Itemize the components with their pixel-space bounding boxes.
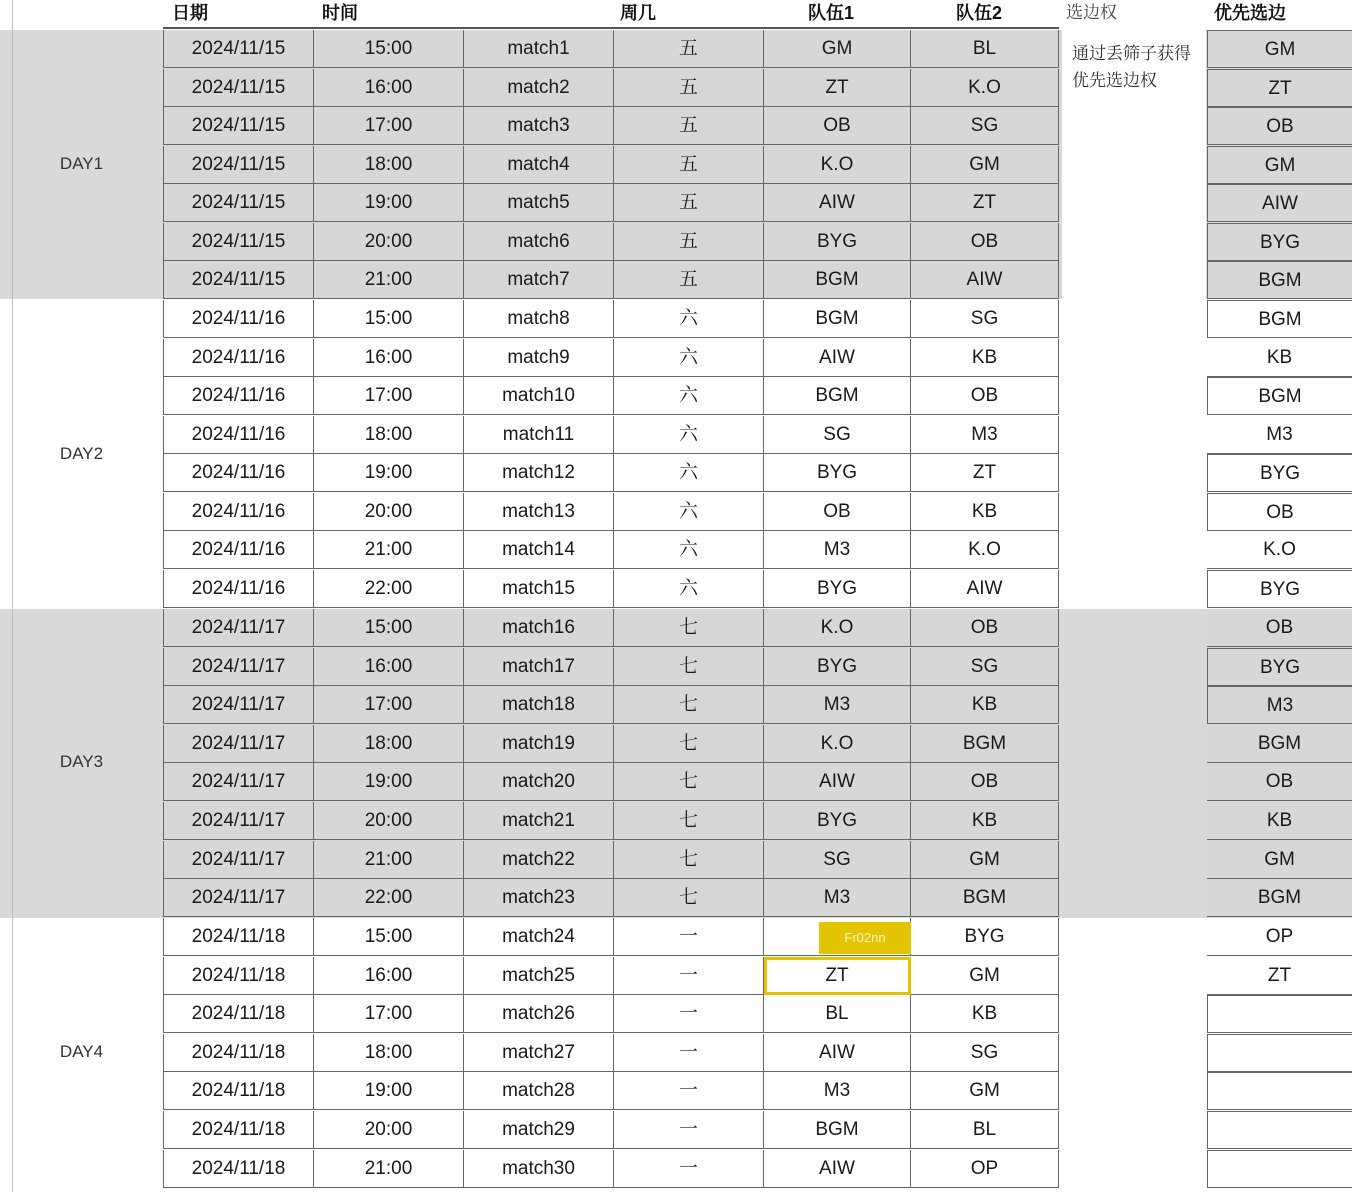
time-cell[interactable]: 16:00 (314, 648, 464, 686)
weekday-cell[interactable]: 七 (614, 686, 764, 724)
date-cell[interactable]: 2024/11/16 (163, 416, 314, 454)
team2-cell[interactable]: BL (911, 1111, 1059, 1149)
time-cell[interactable]: 15:00 (314, 609, 464, 647)
team1-cell[interactable]: BYG (764, 570, 911, 608)
team2-cell[interactable]: K.O (911, 69, 1059, 107)
team2-cell[interactable]: AIW (911, 570, 1059, 608)
date-cell[interactable]: 2024/11/17 (163, 763, 314, 801)
table-row (163, 107, 1059, 145)
table-row (163, 1072, 1059, 1110)
team2-cell[interactable]: GM (911, 146, 1059, 184)
table-row (163, 570, 1059, 608)
weekday-cell[interactable]: 五 (614, 261, 764, 299)
weekday-cell[interactable]: 五 (614, 223, 764, 261)
left-border (12, 0, 13, 1192)
weekday-cell[interactable]: 五 (614, 107, 764, 145)
table-row (163, 802, 1059, 840)
weekday-cell[interactable]: 七 (614, 802, 764, 840)
time-cell[interactable]: 21:00 (314, 531, 464, 569)
team2-cell[interactable]: OP (911, 1150, 1059, 1188)
time-cell[interactable]: 22:00 (314, 879, 464, 917)
time-cell[interactable]: 18:00 (314, 416, 464, 454)
date-cell[interactable]: 2024/11/15 (163, 223, 314, 261)
match-cell[interactable]: match9 (464, 339, 614, 377)
weekday-cell[interactable]: 五 (614, 30, 764, 68)
weekday-cell[interactable]: 七 (614, 841, 764, 879)
match-cell[interactable]: match16 (464, 609, 614, 647)
team1-cell[interactable]: SG (764, 416, 911, 454)
note-column (1062, 29, 1206, 609)
weekday-cell[interactable]: 六 (614, 300, 764, 338)
weekday-cell[interactable]: 七 (614, 609, 764, 647)
date-cell[interactable]: 2024/11/17 (163, 841, 314, 879)
weekday-cell[interactable]: 一 (614, 957, 764, 995)
date-cell[interactable]: 2024/11/15 (163, 261, 314, 299)
table-row (163, 686, 1059, 724)
table-row (163, 416, 1059, 454)
weekday-cell[interactable]: 六 (614, 416, 764, 454)
date-cell[interactable]: 2024/11/18 (163, 1034, 314, 1072)
team1-cell[interactable]: AIW (764, 1150, 911, 1188)
weekday-cell[interactable]: 一 (614, 995, 764, 1033)
time-cell[interactable]: 20:00 (314, 493, 464, 531)
date-cell[interactable]: 2024/11/18 (163, 1150, 314, 1188)
table-row (163, 531, 1059, 569)
weekday-cell[interactable]: 一 (614, 1034, 764, 1072)
date-cell[interactable]: 2024/11/16 (163, 339, 314, 377)
date-cell[interactable]: 2024/11/16 (163, 377, 314, 415)
priority-cell[interactable]: OB (1207, 609, 1352, 647)
date-cell[interactable]: 2024/11/18 (163, 1111, 314, 1149)
match-cell[interactable]: match6 (464, 223, 614, 261)
team2-cell[interactable]: BL (911, 30, 1059, 68)
date-cell[interactable]: 2024/11/17 (163, 686, 314, 724)
match-cell[interactable]: match22 (464, 841, 614, 879)
weekday-cell[interactable]: 五 (614, 184, 764, 222)
header-priority-side[interactable]: 优先选边 (1214, 3, 1286, 23)
match-cell[interactable]: match12 (464, 454, 614, 492)
match-cell[interactable]: match19 (464, 725, 614, 763)
table-row (163, 1111, 1059, 1149)
time-cell[interactable]: 16:00 (314, 957, 464, 995)
team1-cell[interactable]: M3 (764, 531, 911, 569)
team1-cell[interactable]: AIW (764, 763, 911, 801)
date-cell[interactable]: 2024/11/17 (163, 802, 314, 840)
priority-cell[interactable]: OB (1207, 107, 1352, 145)
priority-cell[interactable]: BYG (1207, 454, 1352, 492)
team2-cell[interactable]: KB (911, 493, 1059, 531)
team1-cell[interactable]: BL (764, 995, 911, 1033)
weekday-cell[interactable]: 六 (614, 531, 764, 569)
team2-cell[interactable]: SG (911, 107, 1059, 145)
team2-cell[interactable]: OB (911, 377, 1059, 415)
table-row (163, 377, 1059, 415)
priority-cell[interactable]: AIW (1207, 184, 1352, 222)
table-row (163, 725, 1059, 763)
team1-cell[interactable]: M3 (764, 1072, 911, 1110)
team1-cell[interactable]: AIW (764, 1034, 911, 1072)
time-cell[interactable]: 18:00 (314, 1034, 464, 1072)
priority-cell[interactable] (1207, 1072, 1352, 1110)
match-cell[interactable]: match3 (464, 107, 614, 145)
time-cell[interactable]: 20:00 (314, 802, 464, 840)
weekday-cell[interactable]: 五 (614, 69, 764, 107)
time-cell[interactable]: 15:00 (314, 300, 464, 338)
table-row (163, 995, 1059, 1033)
priority-cell[interactable] (1207, 1111, 1352, 1149)
table-row (163, 918, 1059, 956)
table-row (163, 493, 1059, 531)
priority-cell[interactable]: ZT (1207, 69, 1352, 107)
match-cell[interactable]: match2 (464, 69, 614, 107)
table-row (163, 30, 1059, 68)
team2-cell[interactable]: BGM (911, 725, 1059, 763)
match-cell[interactable]: match24 (464, 918, 614, 956)
priority-cell[interactable]: BGM (1207, 261, 1352, 299)
date-cell[interactable]: 2024/11/15 (163, 107, 314, 145)
team1-cell[interactable]: OB (764, 107, 911, 145)
match-cell[interactable]: match8 (464, 300, 614, 338)
time-cell[interactable]: 20:00 (314, 1111, 464, 1149)
team1-cell[interactable]: M3 (764, 879, 911, 917)
match-cell[interactable]: match14 (464, 531, 614, 569)
weekday-cell[interactable]: 六 (614, 454, 764, 492)
match-cell[interactable]: match13 (464, 493, 614, 531)
weekday-cell[interactable]: 六 (614, 377, 764, 415)
match-cell[interactable]: match23 (464, 879, 614, 917)
team1-cell[interactable]: AIW (764, 339, 911, 377)
date-cell[interactable]: 2024/11/16 (163, 493, 314, 531)
priority-cell[interactable]: KB (1207, 802, 1352, 840)
date-cell[interactable]: 2024/11/17 (163, 648, 314, 686)
side-choice-note[interactable]: 通过丢筛子获得优先选边权 (1072, 44, 1191, 90)
header-date[interactable]: 日期 (172, 3, 208, 23)
time-cell[interactable]: 17:00 (314, 686, 464, 724)
priority-cell[interactable]: GM (1207, 841, 1352, 879)
team1-cell[interactable]: M3 (764, 686, 911, 724)
header-time[interactable]: 时间 (322, 3, 358, 23)
match-cell[interactable]: match4 (464, 146, 614, 184)
team2-cell[interactable]: ZT (911, 184, 1059, 222)
match-cell[interactable]: match21 (464, 802, 614, 840)
date-cell[interactable]: 2024/11/16 (163, 570, 314, 608)
weekday-cell[interactable]: 七 (614, 725, 764, 763)
team1-cell[interactable]: BYG (764, 648, 911, 686)
team1-cell[interactable]: K.O (764, 609, 911, 647)
team1-cell[interactable]: BYG (764, 802, 911, 840)
team2-cell[interactable]: GM (911, 841, 1059, 879)
priority-cell[interactable]: OP (1207, 918, 1352, 956)
weekday-cell[interactable]: 六 (614, 339, 764, 377)
header-weekday[interactable]: 周几 (620, 3, 656, 23)
team2-cell[interactable]: KB (911, 339, 1059, 377)
priority-cell[interactable]: BGM (1207, 377, 1352, 415)
table-row (163, 609, 1059, 647)
day-label: DAY4 (59, 1042, 104, 1061)
day-label: DAY2 (59, 444, 104, 463)
priority-cell[interactable]: BYG (1207, 570, 1352, 608)
team1-cell[interactable]: BGM (764, 377, 911, 415)
team1-cell[interactable]: BYG (764, 223, 911, 261)
table-row (163, 1034, 1059, 1072)
time-cell[interactable]: 16:00 (314, 69, 464, 107)
team2-cell[interactable]: KB (911, 995, 1059, 1033)
team2-cell[interactable]: OB (911, 763, 1059, 801)
priority-cell[interactable]: ZT (1207, 957, 1352, 995)
weekday-cell[interactable]: 一 (614, 1150, 764, 1188)
priority-cell[interactable] (1207, 1150, 1352, 1188)
match-cell[interactable]: match28 (464, 1072, 614, 1110)
time-cell[interactable]: 22:00 (314, 570, 464, 608)
header-team2[interactable]: 队伍2 (956, 3, 1003, 23)
priority-cell[interactable]: GM (1207, 30, 1352, 68)
weekday-cell[interactable]: 一 (614, 918, 764, 956)
priority-cell[interactable]: BGM (1207, 725, 1352, 763)
team2-cell[interactable]: BGM (911, 879, 1059, 917)
priority-cell[interactable] (1207, 995, 1352, 1033)
team2-cell[interactable]: SG (911, 648, 1059, 686)
time-cell[interactable]: 16:00 (314, 339, 464, 377)
weekday-cell[interactable]: 六 (614, 493, 764, 531)
table-row (163, 879, 1059, 917)
table-row (163, 261, 1059, 299)
date-cell[interactable]: 2024/11/17 (163, 609, 314, 647)
priority-cell[interactable]: BGM (1207, 300, 1352, 338)
priority-cell[interactable]: BYG (1207, 223, 1352, 261)
table-row (163, 841, 1059, 879)
time-cell[interactable]: 17:00 (314, 995, 464, 1033)
priority-cell[interactable]: BGM (1207, 879, 1352, 917)
date-cell[interactable]: 2024/11/16 (163, 454, 314, 492)
team2-cell[interactable]: SG (911, 300, 1059, 338)
team2-cell[interactable]: OB (911, 609, 1059, 647)
time-cell[interactable]: 15:00 (314, 918, 464, 956)
priority-cell[interactable]: OB (1207, 493, 1352, 531)
match-cell[interactable]: match29 (464, 1111, 614, 1149)
priority-cell[interactable]: KB (1207, 339, 1352, 377)
match-cell[interactable]: match17 (464, 648, 614, 686)
match-cell[interactable]: match11 (464, 416, 614, 454)
team2-cell[interactable]: BYG (911, 918, 1059, 956)
table-row (163, 339, 1059, 377)
team2-cell[interactable]: GM (911, 1072, 1059, 1110)
header-team1[interactable]: 队伍1 (808, 3, 855, 23)
team1-cell[interactable]: GM (764, 30, 911, 68)
table-row (163, 300, 1059, 338)
weekday-cell[interactable]: 七 (614, 763, 764, 801)
match-cell[interactable]: match10 (464, 377, 614, 415)
priority-cell[interactable]: OB (1207, 763, 1352, 801)
match-cell[interactable]: match15 (464, 570, 614, 608)
time-cell[interactable]: 18:00 (314, 146, 464, 184)
date-cell[interactable]: 2024/11/16 (163, 300, 314, 338)
team2-cell[interactable]: M3 (911, 416, 1059, 454)
match-cell[interactable]: match30 (464, 1150, 614, 1188)
date-cell[interactable]: 2024/11/15 (163, 184, 314, 222)
table-row (163, 957, 1059, 995)
team2-cell[interactable]: SG (911, 1034, 1059, 1072)
date-cell[interactable]: 2024/11/15 (163, 30, 314, 68)
date-cell[interactable]: 2024/11/18 (163, 995, 314, 1033)
time-cell[interactable]: 19:00 (314, 454, 464, 492)
day-label: DAY3 (59, 752, 104, 771)
weekday-cell[interactable]: 六 (614, 570, 764, 608)
time-cell[interactable]: 15:00 (314, 30, 464, 68)
weekday-cell[interactable]: 一 (614, 1111, 764, 1149)
date-cell[interactable]: 2024/11/16 (163, 531, 314, 569)
team1-cell[interactable]: K.O (764, 725, 911, 763)
team1-cell[interactable]: BGM (764, 261, 911, 299)
team2-cell[interactable]: AIW (911, 261, 1059, 299)
team2-cell[interactable]: OB (911, 223, 1059, 261)
date-cell[interactable]: 2024/11/18 (163, 957, 314, 995)
time-cell[interactable]: 19:00 (314, 184, 464, 222)
team2-cell[interactable]: KB (911, 802, 1059, 840)
team2-cell[interactable]: K.O (911, 531, 1059, 569)
time-cell[interactable]: 19:00 (314, 1072, 464, 1110)
weekday-cell[interactable]: 七 (614, 879, 764, 917)
match-cell[interactable]: match18 (464, 686, 614, 724)
cell-tooltip: Fr02nn (819, 922, 911, 954)
team1-cell[interactable]: BGM (764, 1111, 911, 1149)
table-row (163, 763, 1059, 801)
day-label: DAY1 (59, 154, 104, 173)
table-row (163, 223, 1059, 261)
time-cell[interactable]: 17:00 (314, 377, 464, 415)
weekday-cell[interactable]: 七 (614, 648, 764, 686)
team1-cell[interactable]: SG (764, 841, 911, 879)
time-cell[interactable]: 17:00 (314, 107, 464, 145)
team1-cell[interactable]: ZT (764, 957, 911, 995)
match-cell[interactable]: match25 (464, 957, 614, 995)
weekday-cell[interactable]: 一 (614, 1072, 764, 1110)
time-cell[interactable]: 21:00 (314, 841, 464, 879)
date-cell[interactable]: 2024/11/17 (163, 879, 314, 917)
time-cell[interactable]: 21:00 (314, 1150, 464, 1188)
table-row (163, 648, 1059, 686)
header-underline (163, 27, 1059, 29)
table-row (163, 454, 1059, 492)
match-cell[interactable]: match27 (464, 1034, 614, 1072)
table-row (163, 146, 1059, 184)
time-cell[interactable]: 18:00 (314, 725, 464, 763)
date-cell[interactable]: 2024/11/15 (163, 146, 314, 184)
time-cell[interactable]: 20:00 (314, 223, 464, 261)
weekday-cell[interactable]: 五 (614, 146, 764, 184)
match-cell[interactable]: match20 (464, 763, 614, 801)
team1-cell[interactable]: OB (764, 493, 911, 531)
priority-cell[interactable]: M3 (1207, 416, 1352, 454)
date-cell[interactable]: 2024/11/18 (163, 918, 314, 956)
match-cell[interactable]: match26 (464, 995, 614, 1033)
priority-cell[interactable]: BYG (1207, 648, 1352, 686)
table-row (163, 1150, 1059, 1188)
table-row (163, 69, 1059, 107)
team2-cell[interactable]: GM (911, 957, 1059, 995)
team1-cell[interactable]: BYG (764, 454, 911, 492)
team2-cell[interactable]: ZT (911, 454, 1059, 492)
team1-cell[interactable]: AIW (764, 184, 911, 222)
match-cell[interactable]: match7 (464, 261, 614, 299)
team2-cell[interactable]: KB (911, 686, 1059, 724)
team1-cell[interactable]: K.O (764, 146, 911, 184)
match-cell[interactable]: match1 (464, 30, 614, 68)
table-row (163, 184, 1059, 222)
priority-cell[interactable] (1207, 1034, 1352, 1072)
date-cell[interactable]: 2024/11/17 (163, 725, 314, 763)
team1-cell[interactable]: BGM (764, 300, 911, 338)
time-cell[interactable]: 19:00 (314, 763, 464, 801)
time-cell[interactable]: 21:00 (314, 261, 464, 299)
priority-cell[interactable]: M3 (1207, 686, 1352, 724)
priority-cell[interactable]: GM (1207, 146, 1352, 184)
date-cell[interactable]: 2024/11/18 (163, 1072, 314, 1110)
priority-cell[interactable]: K.O (1207, 531, 1352, 569)
match-cell[interactable]: match5 (464, 184, 614, 222)
team1-cell[interactable]: ZT (764, 69, 911, 107)
date-cell[interactable]: 2024/11/15 (163, 69, 314, 107)
header-side-right[interactable]: 选边权 (1066, 3, 1117, 22)
